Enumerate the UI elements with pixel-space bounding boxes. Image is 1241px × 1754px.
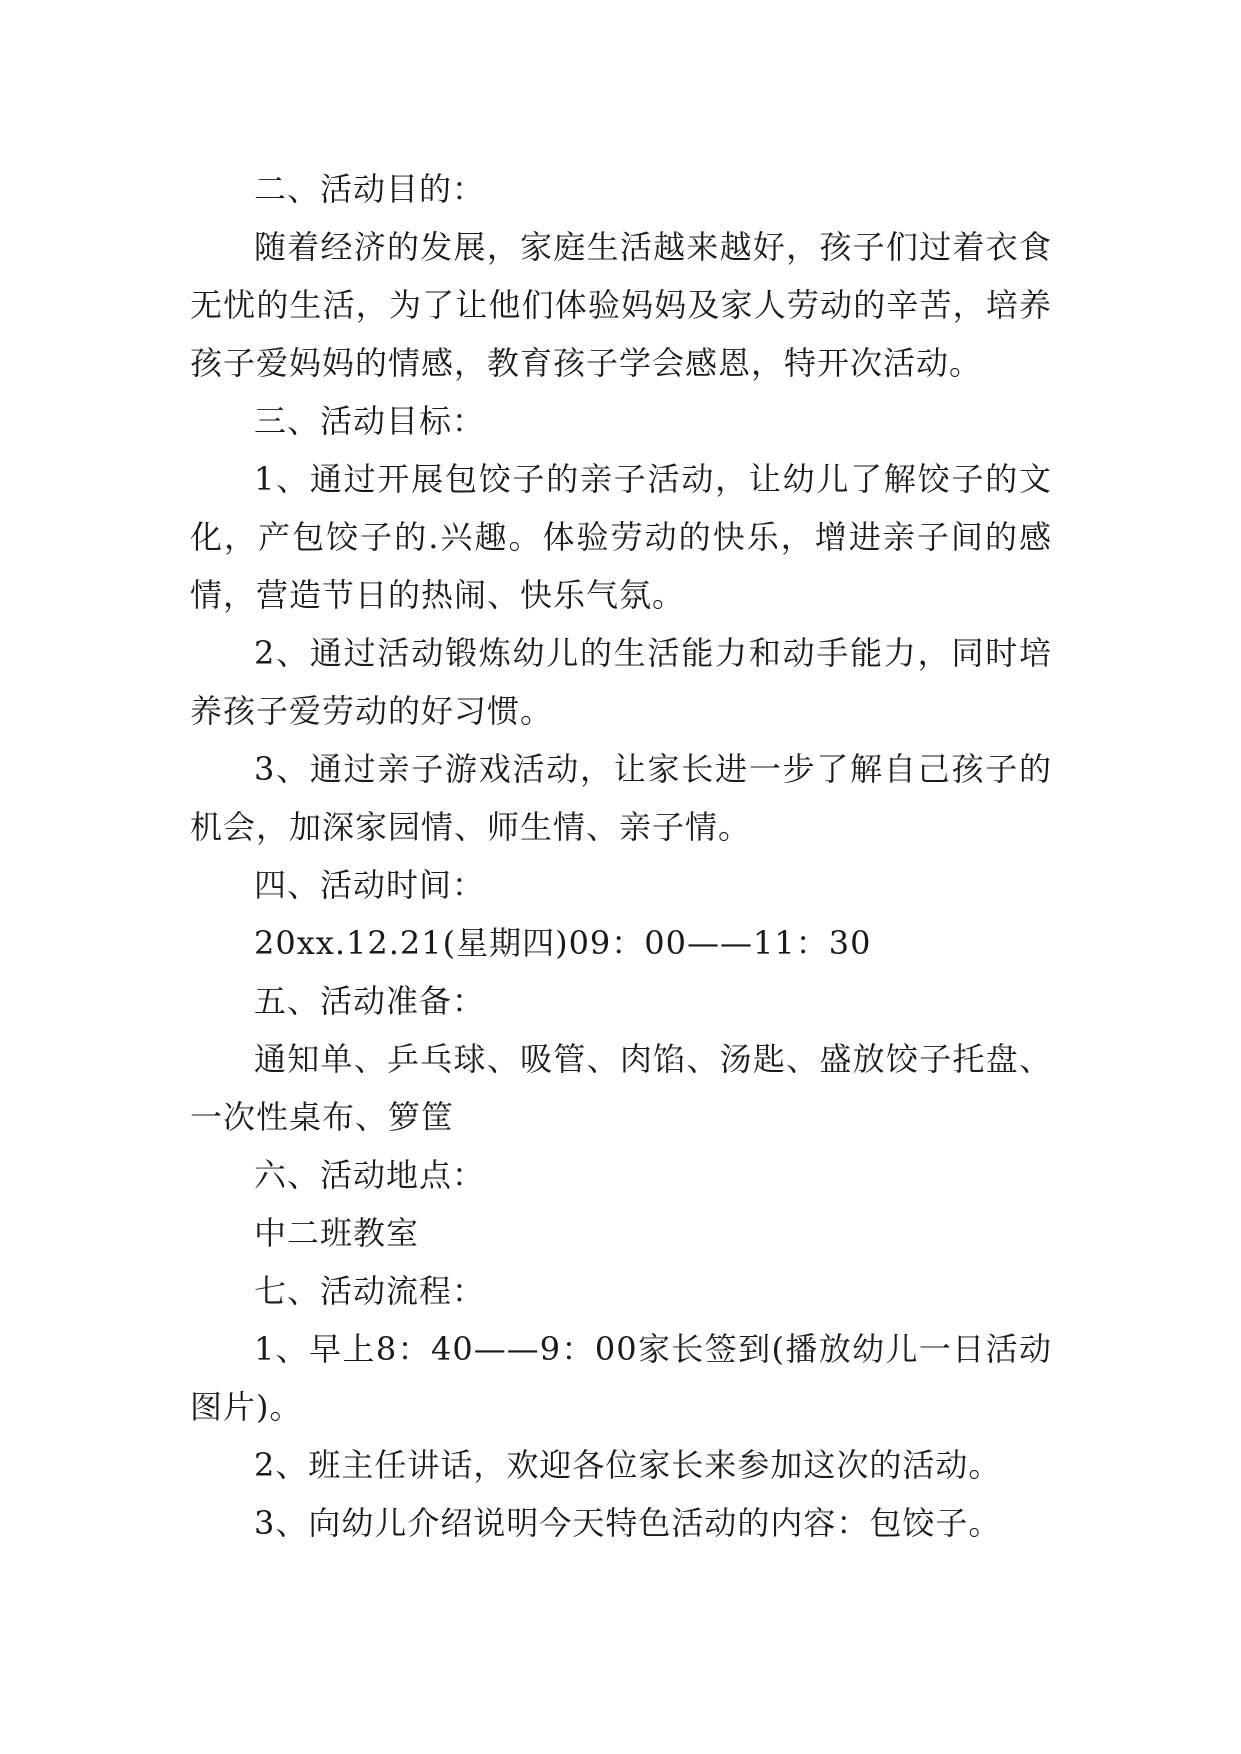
section-heading-purpose: 二、活动目的： [254,170,486,208]
document-body [190,160,1052,1552]
goal-item-3: 3、通过亲子游戏活动，让家长进一步了解自己孩子的机会，加深家园情、师生情、亲子情。 [190,750,1052,846]
goal-item-1: 1、通过开展包饺子的亲子活动，让幼儿了解饺子的文化，产包饺子的.兴趣。体验劳动的快乐，增进亲子间的感情，营造节日的热闹、快乐气氛。 [190,460,1052,614]
section-heading-process: 七、活动流程： [254,1272,486,1310]
goal-item-2: 2、通过活动锻炼幼儿的生活能力和动手能力，同时培养孩子爱劳动的好习惯。 [190,634,1052,730]
process-step-2: 2、班主任讲话，欢迎各位家长来参加这次的活动。 [254,1446,1002,1484]
section-heading-preparation: 五、活动准备： [254,982,486,1020]
section-heading-location: 六、活动地点： [254,1156,486,1194]
activity-location: 中二班教室 [254,1214,420,1252]
section-heading-goals: 三、活动目标： [254,402,486,440]
purpose-paragraph: 随着经济的发展，家庭生活越来越好，孩子们过着衣食无忧的生活，为了让他们体验妈妈及家人劳动的辛苦，培养孩子爱妈妈的情感，教育孩子学会感恩，特开次活动。 [190,228,1052,382]
section-heading-time: 四、活动时间： [254,866,486,904]
process-step-3: 3、向幼儿介绍说明今天特色活动的内容：包饺子。 [254,1504,1002,1542]
activity-time: 20xx.12.21(星期四)09：00——11：30 [254,924,872,962]
process-step-1: 1、早上8：40——9：00家长签到(播放幼儿一日活动图片)。 [190,1330,1052,1426]
preparation-list: 通知单、乒乓球、吸管、肉馅、汤匙、盛放饺子托盘、一次性桌布、箩筐 [190,1040,1052,1136]
